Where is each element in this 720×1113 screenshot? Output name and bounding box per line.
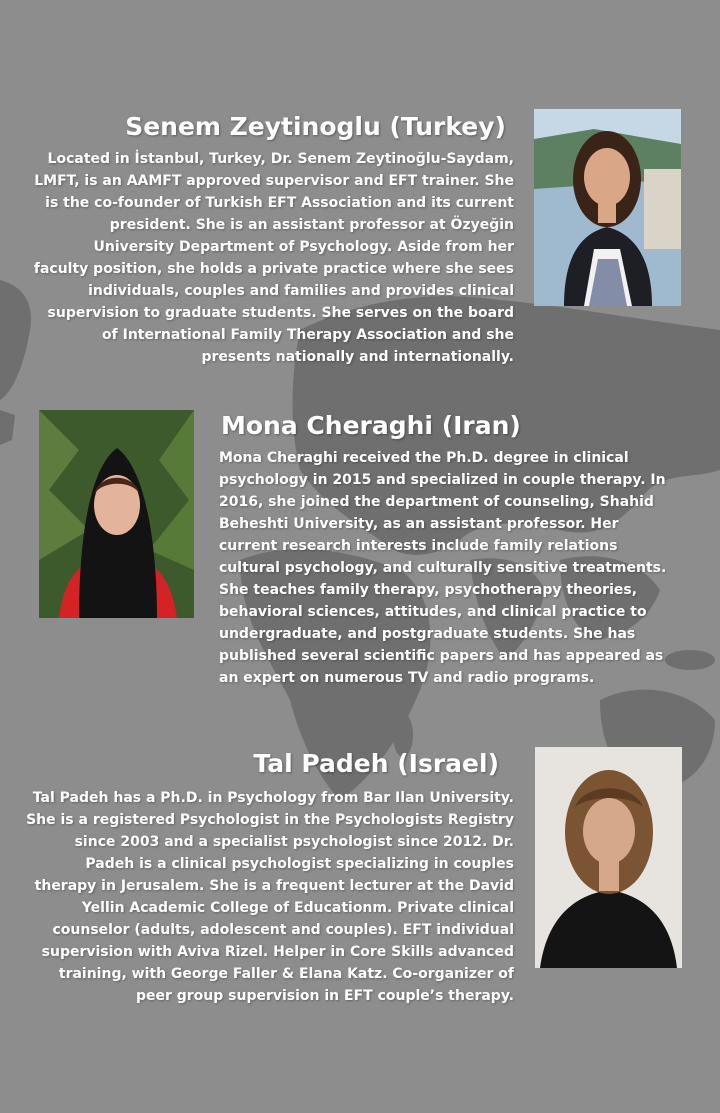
profile-name: Tal Padeh (Israel) (253, 749, 499, 778)
bio-line: Tal Padeh has a Ph.D. in Psychology from Bar Ilan University. (32, 790, 514, 806)
bio-line: individuals, couples and families and provides clinical (88, 283, 514, 299)
bio-line: faculty position, she holds a private practice where she sees (33, 261, 514, 277)
bio-line: training, with George Faller & Elana Katz. Co-organizer of (58, 966, 514, 982)
bio-line: counselor (adults, adolescent and couples). EFT individual (52, 922, 514, 938)
profile-photo-tal (535, 747, 682, 968)
bio-line: Yellin Academic College of Educationm. Private clinical (81, 900, 514, 916)
bio-line: supervision to graduate students. She serves on the board (47, 305, 514, 321)
bio-line: cultural psychology, and culturally sensitive treatments. (219, 560, 667, 576)
bio-line: behavioral sciences, attitudes, and clinical practice to (219, 604, 647, 620)
bio-line: LMFT, is an AAMFT approved supervisor and EFT trainer. She (34, 173, 514, 189)
bio-line: of International Family Therapy Association and she (102, 327, 514, 343)
bio-line: is the co-founder of Turkish EFT Association and its current (45, 195, 514, 211)
bio-line: president. She is an assistant professor at Özyeğin (109, 217, 514, 233)
bio-line: University Department of Psychology. Aside from her (93, 239, 514, 255)
bio-line: She is a registered Psychologist in the Psychologists Registry (26, 812, 514, 828)
profile-name: Senem Zeytinoglu (Turkey) (125, 112, 506, 141)
bio-line: Padeh is a clinical psychologist specializing in couples (85, 856, 514, 872)
bio-line: an expert on numerous TV and radio programs. (219, 670, 595, 686)
bio-line: undergraduate, and postgraduate students. She has (219, 626, 636, 642)
bio-line: Mona Cheraghi received the Ph.D. degree in clinical (219, 450, 629, 466)
bio-line: Located in İstanbul, Turkey, Dr. Senem Zeytinoğlu-Saydam, (47, 151, 514, 167)
bio-line: supervision with Aviva Rizel. Helper in Core Skills advanced (41, 944, 514, 960)
bio-line: presents nationally and internationally. (201, 349, 514, 365)
profile-bio (20, 787, 514, 1007)
bio-line: published several scientific papers and has appeared as (219, 648, 664, 664)
profile-photo-senem (534, 109, 681, 306)
bio-line: since 2003 and a specialist psychologist since 2012. Dr. (74, 834, 514, 850)
bio-line: therapy in Jerusalem. She is a frequent lecturer at the David (34, 878, 514, 894)
bio-line: 2016, she joined the department of counseling, Shahid (219, 494, 654, 510)
profile-name: Mona Cheraghi (Iran) (221, 411, 521, 440)
profile-bio (219, 447, 699, 689)
bio-line: She teaches family therapy, psychotherapy theories, (219, 582, 638, 598)
profile-bio (20, 148, 514, 368)
bio-line: current research interests include family relations (219, 538, 618, 554)
bio-line: Beheshti University, as an assistant professor. Her (219, 516, 619, 532)
profile-photo-mona (39, 410, 194, 618)
bio-line: psychology in 2015 and specialized in couple therapy. In (219, 472, 666, 488)
bio-line: peer group supervision in EFT couple’s therapy. (135, 988, 514, 1004)
